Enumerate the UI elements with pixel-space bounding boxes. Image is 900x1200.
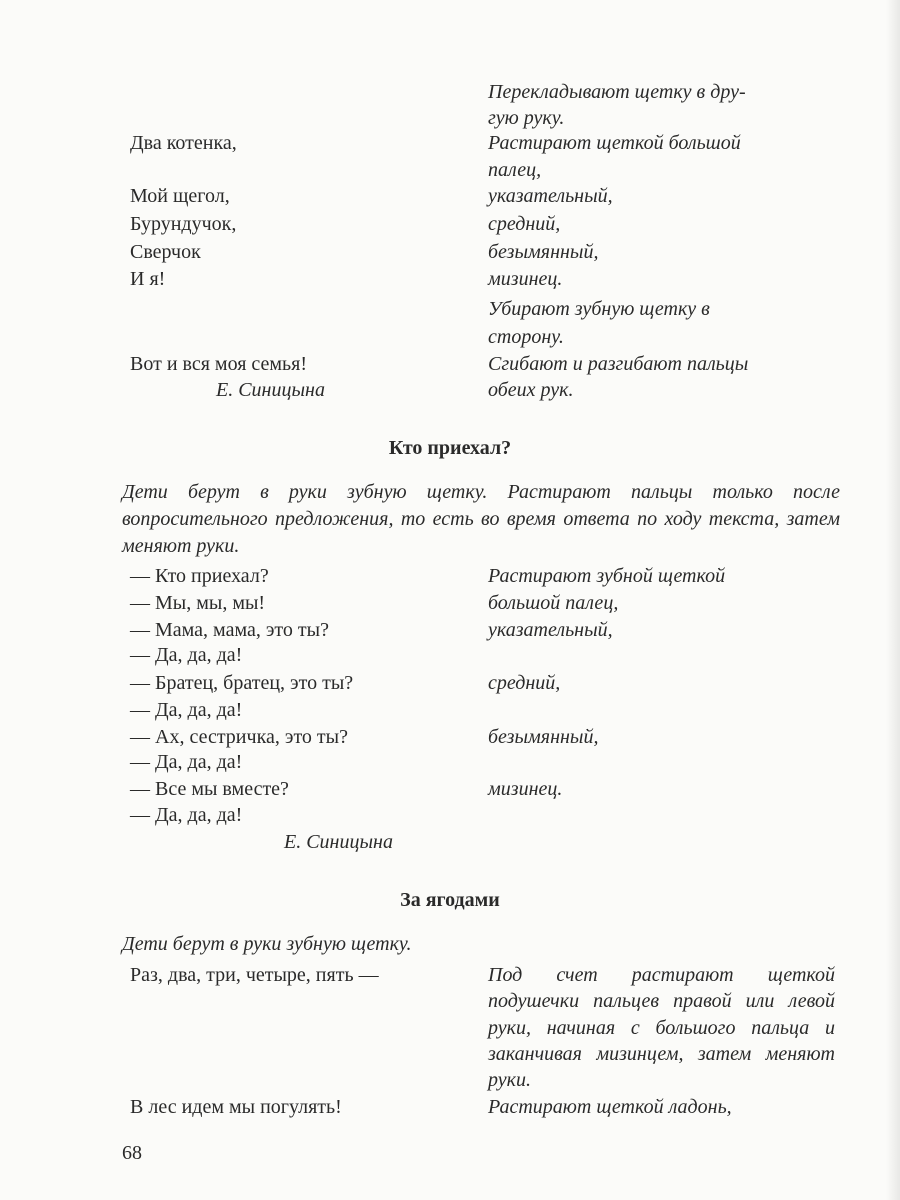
action-text: гую руку. [488,107,565,129]
action-text: сторону. [488,326,564,348]
action-text: средний, [488,672,561,694]
verse-line: — Мы, мы, мы! [130,592,266,614]
verse-line: — Да, да, да! [130,699,243,721]
page-number: 68 [122,1142,142,1164]
poem-author: Е. Синицына [284,831,393,853]
verse-line: Два котенка, [130,132,237,154]
action-text: Перекладывают щетку в дру- [488,81,746,103]
verse-line: Раз, два, три, четыре, пять — [130,964,379,986]
verse-line: Сверчок [130,241,201,263]
verse-line: Бурундучок, [130,213,237,235]
action-text: мизинец. [488,778,563,800]
action-text: обеих рук. [488,379,574,401]
verse-line: — Кто приехал? [130,565,269,587]
verse-line: — Ах, сестричка, это ты? [130,726,348,748]
action-text: Растирают щеткой ладонь, [488,1096,732,1118]
action-text: безымянный, [488,726,599,748]
section-instruction: Дети берут в руки зубную щетку. Растирают пальцы только после вопросительного предложения, то есть во время ответа по ходу текста, затем меняют руки. [122,481,840,557]
action-text: мизинец. [488,268,563,290]
verse-line: — Все мы вместе? [130,778,289,800]
verse-line: — Да, да, да! [130,751,243,773]
verse-line: — Братец, братец, это ты? [130,672,354,694]
action-text: Растирают щеткой большой [488,132,741,154]
section-title: За ягодами [400,889,500,911]
action-text: Сгибают и разгибают пальцы [488,353,749,375]
action-text: палец, [488,159,542,181]
verse-line: — Мама, мама, это ты? [130,619,329,641]
verse-line: — Да, да, да! [130,644,243,666]
action-text: Убирают зубную щетку в [488,298,710,320]
verse-line: В лес идем мы погулять! [130,1096,342,1118]
action-text: средний, [488,213,561,235]
action-text: безымянный, [488,241,599,263]
action-text: Растирают зубной щеткой [488,565,726,587]
verse-line: Вот и вся моя семья! [130,353,308,375]
section-instruction: Дети берут в руки зубную щетку. [122,933,412,955]
page-edge-shadow [886,0,900,1200]
action-text: большой палец, [488,592,619,614]
poem-author: Е. Синицына [216,379,325,401]
action-text: Под счет растирают щеткой подушечки пальцев правой или левой руки, начиная с большого пальца и заканчивая мизинцем, затем меняют руки. [488,964,835,1092]
verse-line: И я! [130,268,166,290]
verse-line: — Да, да, да! [130,804,243,826]
action-text: указательный, [488,619,613,641]
section-title: Кто приехал? [388,437,512,459]
verse-line: Мой щегол, [130,185,230,207]
action-text: указательный, [488,185,613,207]
